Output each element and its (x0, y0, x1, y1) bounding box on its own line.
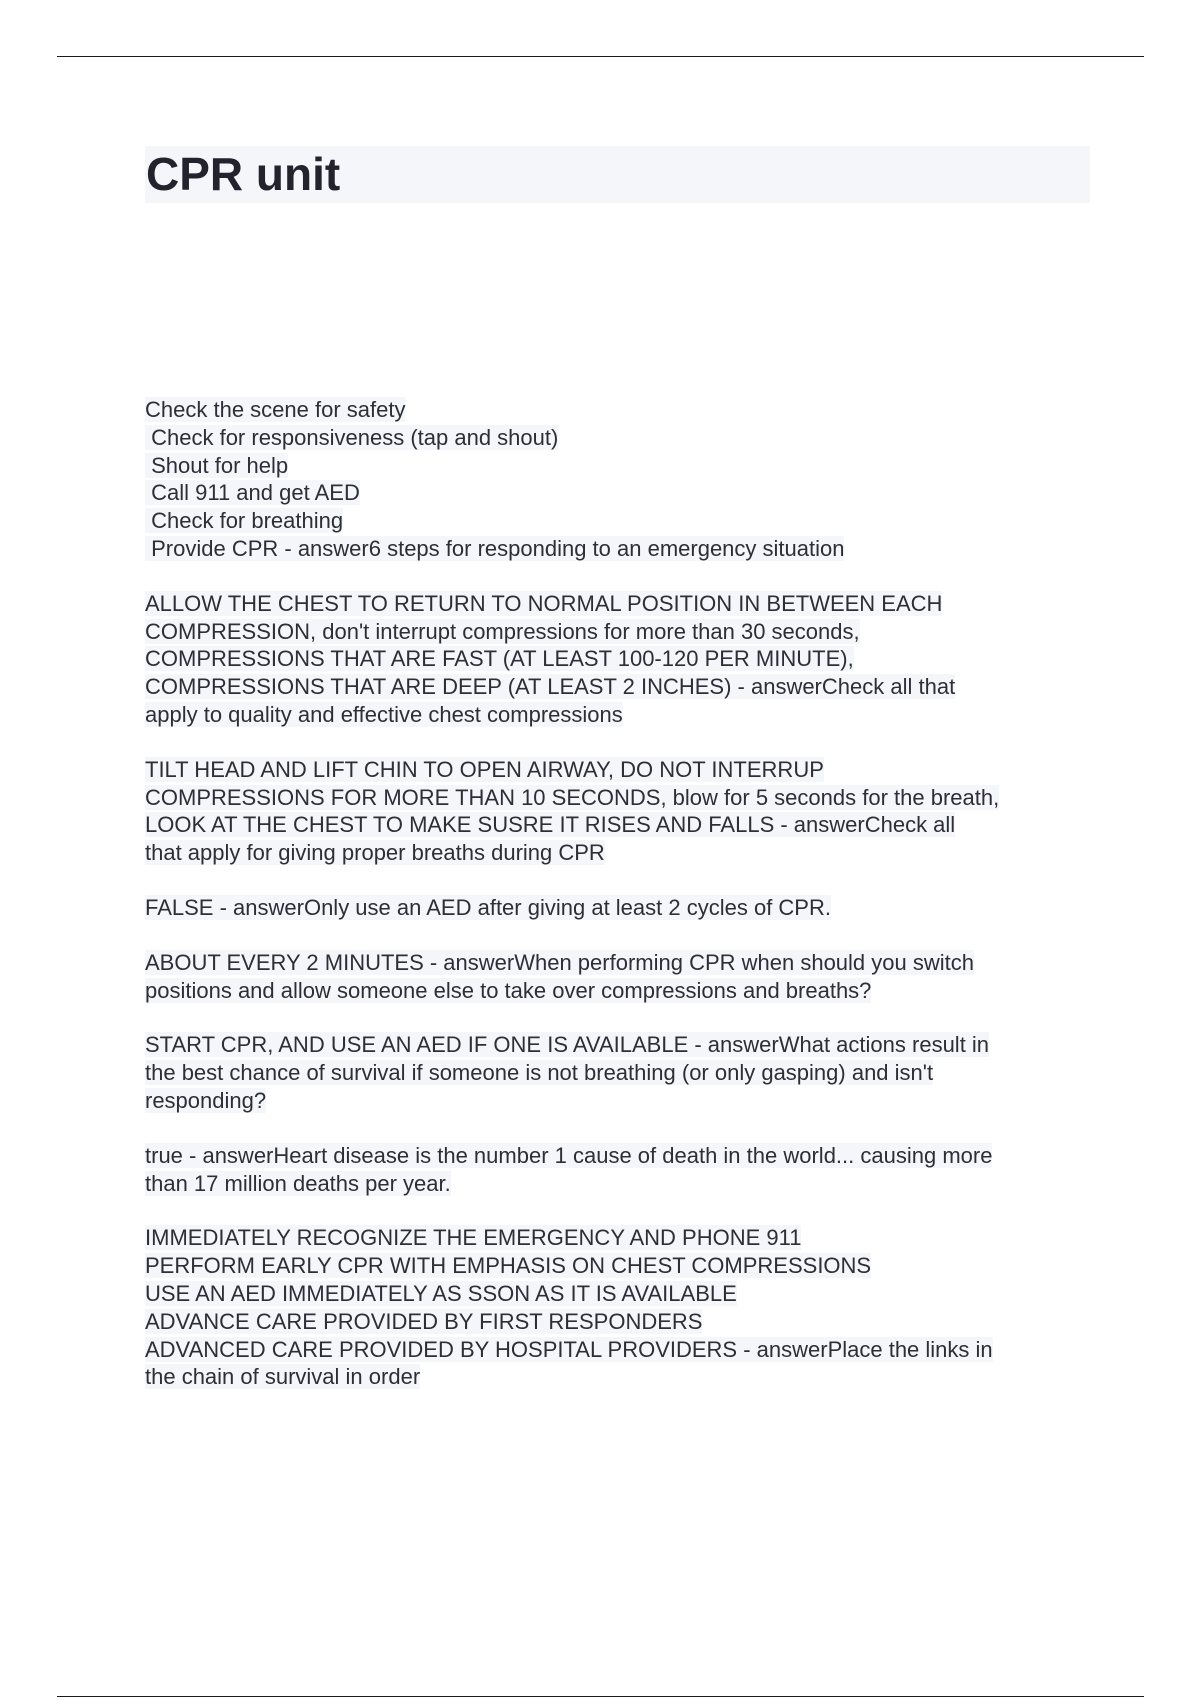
text-line-content: than 17 million deaths per year. (145, 1170, 451, 1196)
qa-block (145, 1224, 1095, 1391)
text-line (145, 396, 1095, 424)
qa-block (145, 894, 1095, 922)
qa-block (145, 756, 1095, 867)
text-line-content: Call 911 and get AED (145, 480, 360, 506)
qa-block (145, 396, 1095, 563)
text-line-content: ADVANCED CARE PROVIDED BY HOSPITAL PROVIDERS - answerPlace the links in (145, 1336, 993, 1362)
text-line-content: COMPRESSIONS THAT ARE DEEP (AT LEAST 2 INCHES) - answerCheck all that (145, 674, 956, 700)
text-line (145, 590, 1095, 618)
text-line (145, 977, 1095, 1005)
text-line (145, 1031, 1095, 1059)
text-line (145, 1224, 1095, 1252)
qa-block (145, 949, 1095, 1005)
text-line (145, 1170, 1095, 1198)
text-line-content: ADVANCE CARE PROVIDED BY FIRST RESPONDERS (145, 1308, 703, 1334)
text-line (145, 535, 1095, 563)
qa-block (145, 1031, 1095, 1114)
text-line-content: IMMEDIATELY RECOGNIZE THE EMERGENCY AND PHONE 911 (145, 1225, 802, 1251)
text-line-content: Check the scene for safety (145, 397, 406, 422)
text-line-content: USE AN AED IMMEDIATELY AS SSON AS IT IS AVAILABLE (145, 1280, 737, 1306)
text-line (145, 1059, 1095, 1087)
text-line (145, 784, 1095, 812)
text-line (145, 894, 1095, 922)
text-line-content: the chain of survival in order (145, 1364, 421, 1390)
text-line (145, 645, 1095, 673)
text-line-content: true - answerHeart disease is the number 1 cause of death in the world... causing more (145, 1142, 993, 1168)
text-line (145, 1363, 1095, 1391)
qa-block (145, 590, 1095, 729)
text-line-content: FALSE - answerOnly use an AED after giving at least 2 cycles of CPR. (145, 894, 831, 920)
text-line-content: ALLOW THE CHEST TO RETURN TO NORMAL POSITION IN BETWEEN EACH (145, 590, 943, 616)
text-line-content: apply to quality and effective chest compressions (145, 701, 623, 727)
text-line-content: ABOUT EVERY 2 MINUTES - answerWhen performing CPR when should you switch (145, 949, 974, 975)
text-line-content: COMPRESSIONS FOR MORE THAN 10 SECONDS, blow for 5 seconds for the breath, (145, 784, 1000, 810)
text-line (145, 1308, 1095, 1336)
text-line-content: Check for responsiveness (tap and shout) (145, 424, 559, 450)
text-line-content: COMPRESSIONS THAT ARE FAST (AT LEAST 100-120 PER MINUTE), (145, 646, 854, 672)
text-line (145, 949, 1095, 977)
page-title: CPR unit (146, 148, 341, 200)
text-line (145, 701, 1095, 729)
text-line-content: that apply for giving proper breaths during CPR (145, 840, 605, 866)
text-line-content: positions and allow someone else to take over compressions and breaths? (145, 977, 872, 1003)
text-line-content: the best chance of survival if someone is not breathing (or only gasping) and isn't (145, 1060, 934, 1086)
text-line (145, 618, 1095, 646)
text-line-content: START CPR, AND USE AN AED IF ONE IS AVAILABLE - answerWhat actions result in (145, 1032, 990, 1058)
text-line (145, 479, 1095, 507)
text-line-content: Check for breathing (145, 508, 344, 534)
text-line-content: TILT HEAD AND LIFT CHIN TO OPEN AIRWAY, DO NOT INTERRUP (145, 756, 824, 782)
text-line (145, 1087, 1095, 1115)
text-line-content: Provide CPR - answer6 steps for responding to an emergency situation (145, 535, 845, 561)
qa-block (145, 1142, 1095, 1198)
text-line-content: LOOK AT THE CHEST TO MAKE SUSRE IT RISES AND FALLS - answerCheck all (145, 812, 956, 838)
text-line (145, 452, 1095, 480)
text-line-content: PERFORM EARLY CPR WITH EMPHASIS ON CHEST COMPRESSIONS (145, 1253, 872, 1279)
top-divider (57, 56, 1144, 57)
text-line (145, 1252, 1095, 1280)
text-line (145, 1280, 1095, 1308)
text-line (145, 424, 1095, 452)
text-line (145, 1336, 1095, 1364)
text-line (145, 756, 1095, 784)
text-line (145, 673, 1095, 701)
text-line-content: COMPRESSION, don't interrupt compressions for more than 30 seconds, (145, 618, 860, 644)
text-line-content: Shout for help (145, 452, 289, 478)
text-line (145, 839, 1095, 867)
text-line (145, 1142, 1095, 1170)
text-line-content: responding? (145, 1087, 267, 1113)
text-line (145, 811, 1095, 839)
document-body (145, 396, 1095, 1418)
bottom-divider (57, 1696, 1144, 1697)
text-line (145, 507, 1095, 535)
